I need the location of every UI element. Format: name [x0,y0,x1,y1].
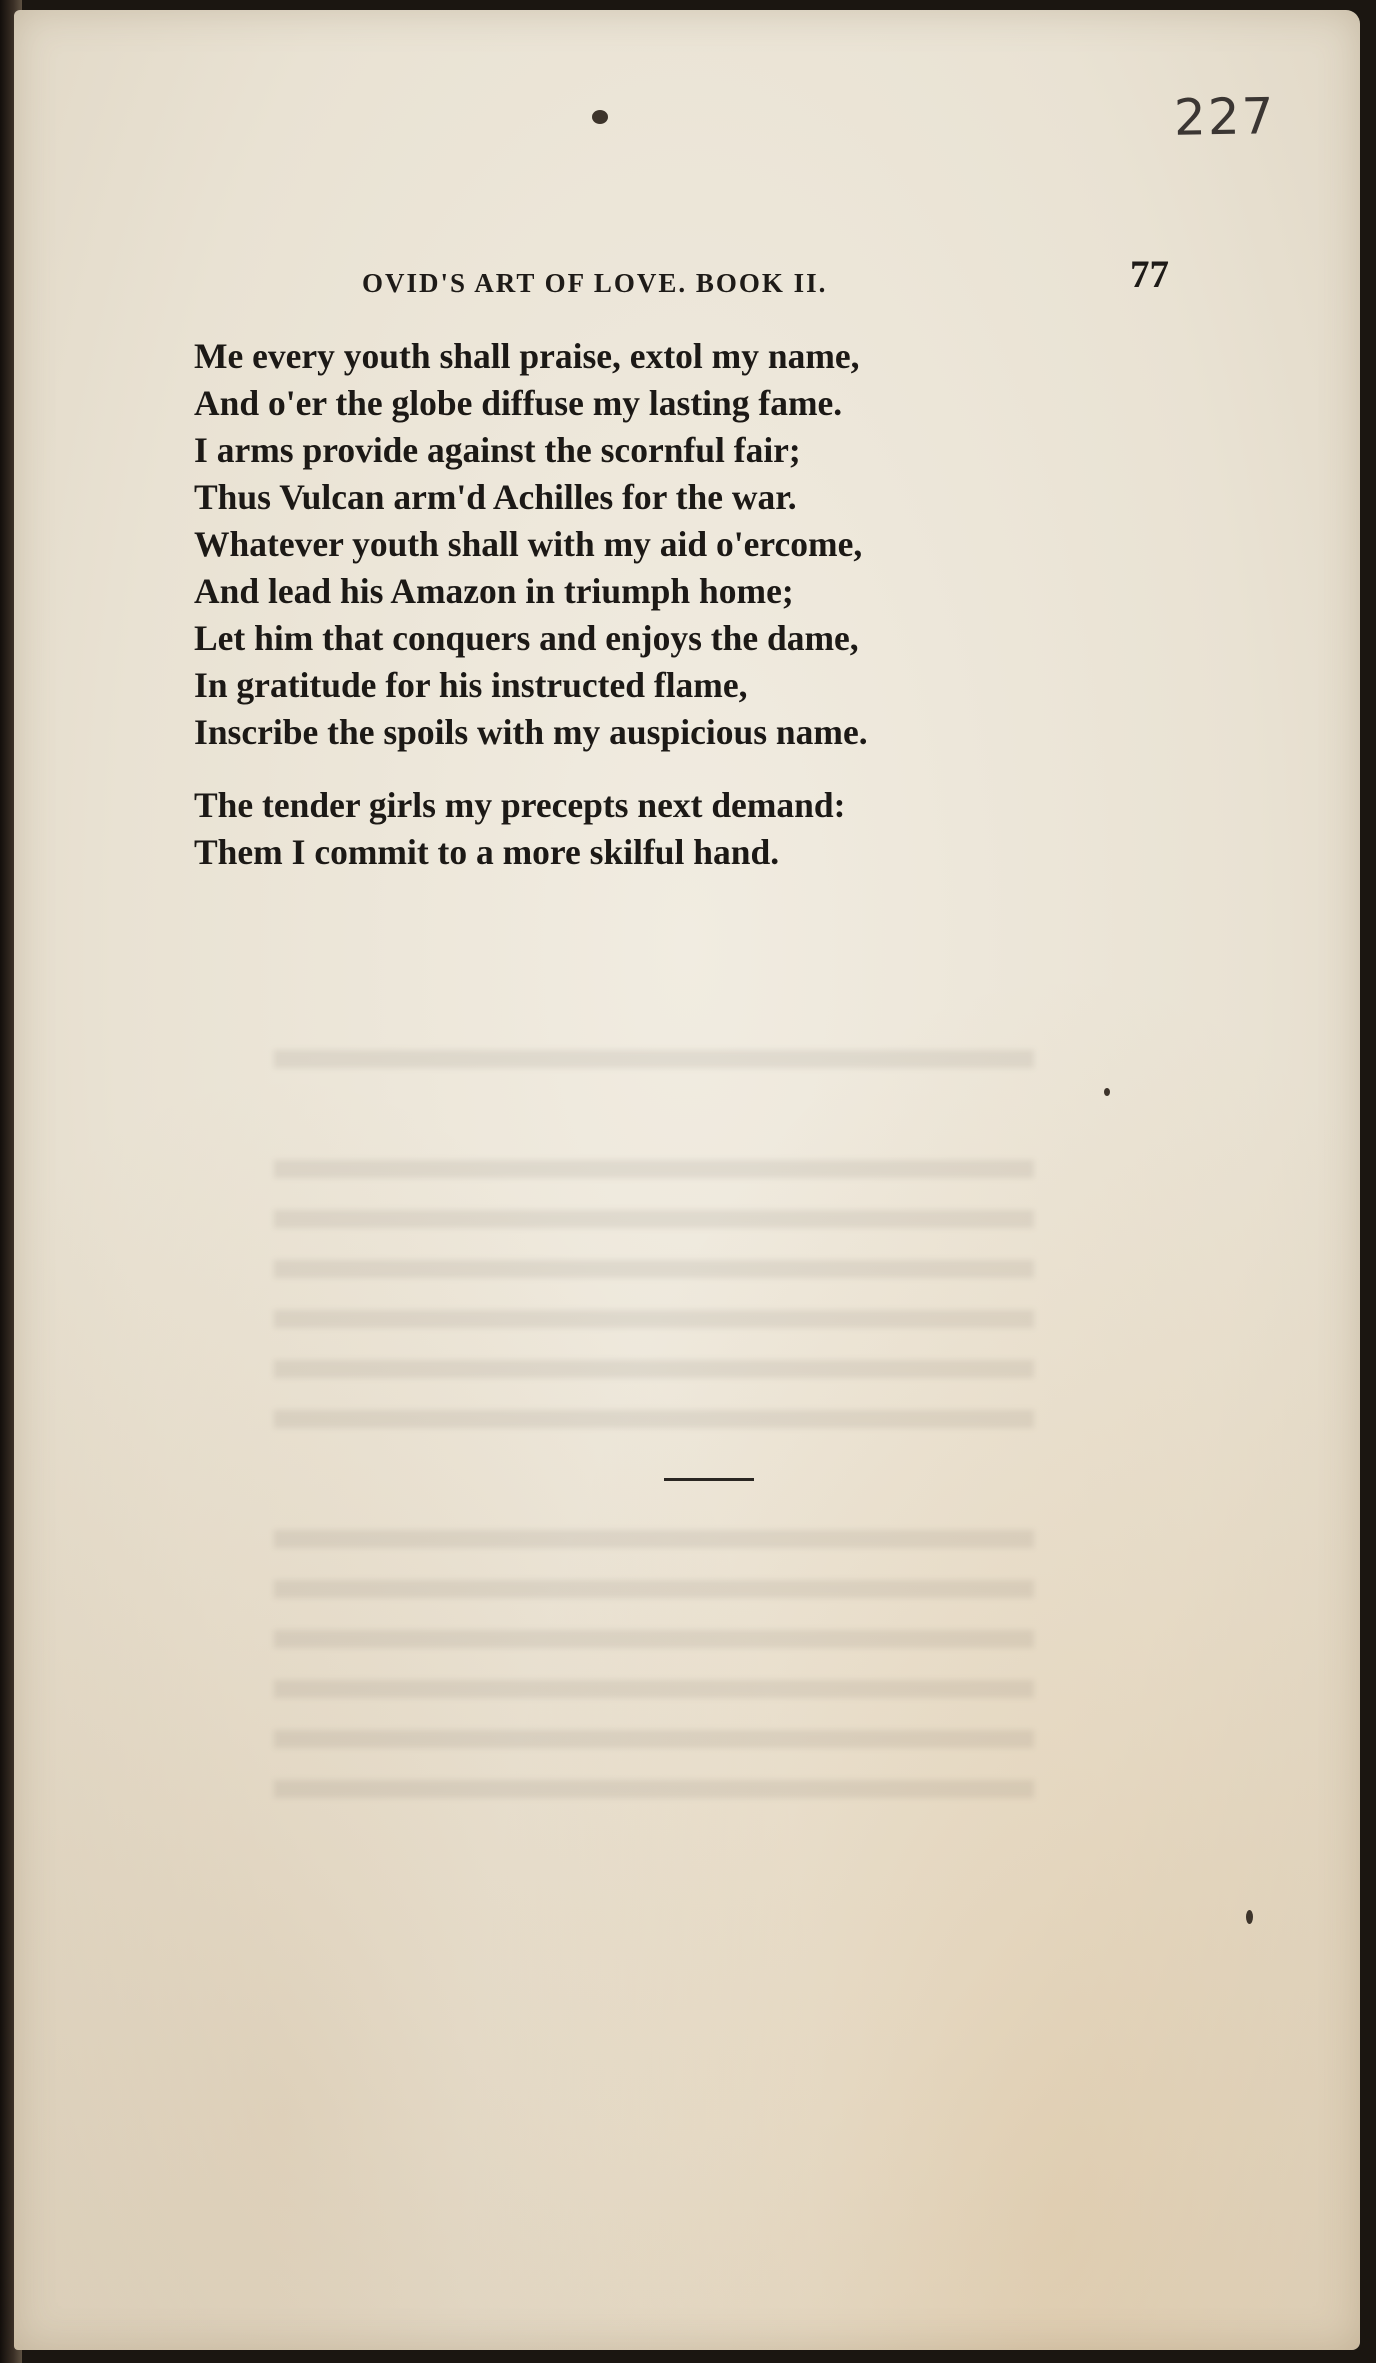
show-through-line [274,1730,1034,1748]
running-head: OVID'S ART OF LOVE. BOOK II. [362,268,828,298]
verse-line: Let him that conquers and enjoys the dame, [194,618,859,658]
verse-line: And o'er the globe diffuse my lasting fame. [194,383,843,423]
book-page [14,10,1360,2350]
show-through-line [274,1630,1034,1648]
show-through-line [274,1780,1034,1798]
show-through-line [274,1310,1034,1328]
page-number: 77 [1130,253,1169,296]
verse-line: Whatever youth shall with my aid o'ercome, [194,524,863,564]
verse-line: Thus Vulcan arm'd Achilles for the war. [194,477,797,517]
section-rule [664,1478,754,1481]
poem-body [194,333,868,876]
show-through-line [274,1160,1034,1178]
ink-speck [1104,1088,1110,1096]
verse-line: In gratitude for his instructed flame, [194,665,748,705]
show-through-area [194,1010,1194,1910]
verse-line: Them I commit to a more skilful hand. [194,832,780,872]
ink-speck [1246,1910,1253,1924]
verse-line: Inscribe the spoils with my auspicious name. [194,712,868,752]
verse-line: I arms provide against the scornful fair; [194,430,801,470]
ink-speck [592,110,608,124]
verse-line: The tender girls my precepts next demand: [194,785,846,825]
show-through-line [274,1410,1034,1428]
show-through-line [274,1210,1034,1228]
show-through-line [274,1360,1034,1378]
verse-line: And lead his Amazon in triumph home; [194,571,794,611]
show-through-line [274,1260,1034,1278]
show-through-line [274,1580,1034,1598]
show-through-line [274,1050,1034,1068]
handwritten-page-number: 227 [1173,87,1276,147]
stanza-break [194,756,868,782]
verse-line: Me every youth shall praise, extol my name, [194,336,860,376]
show-through-line [274,1680,1034,1698]
show-through-line [274,1530,1034,1548]
